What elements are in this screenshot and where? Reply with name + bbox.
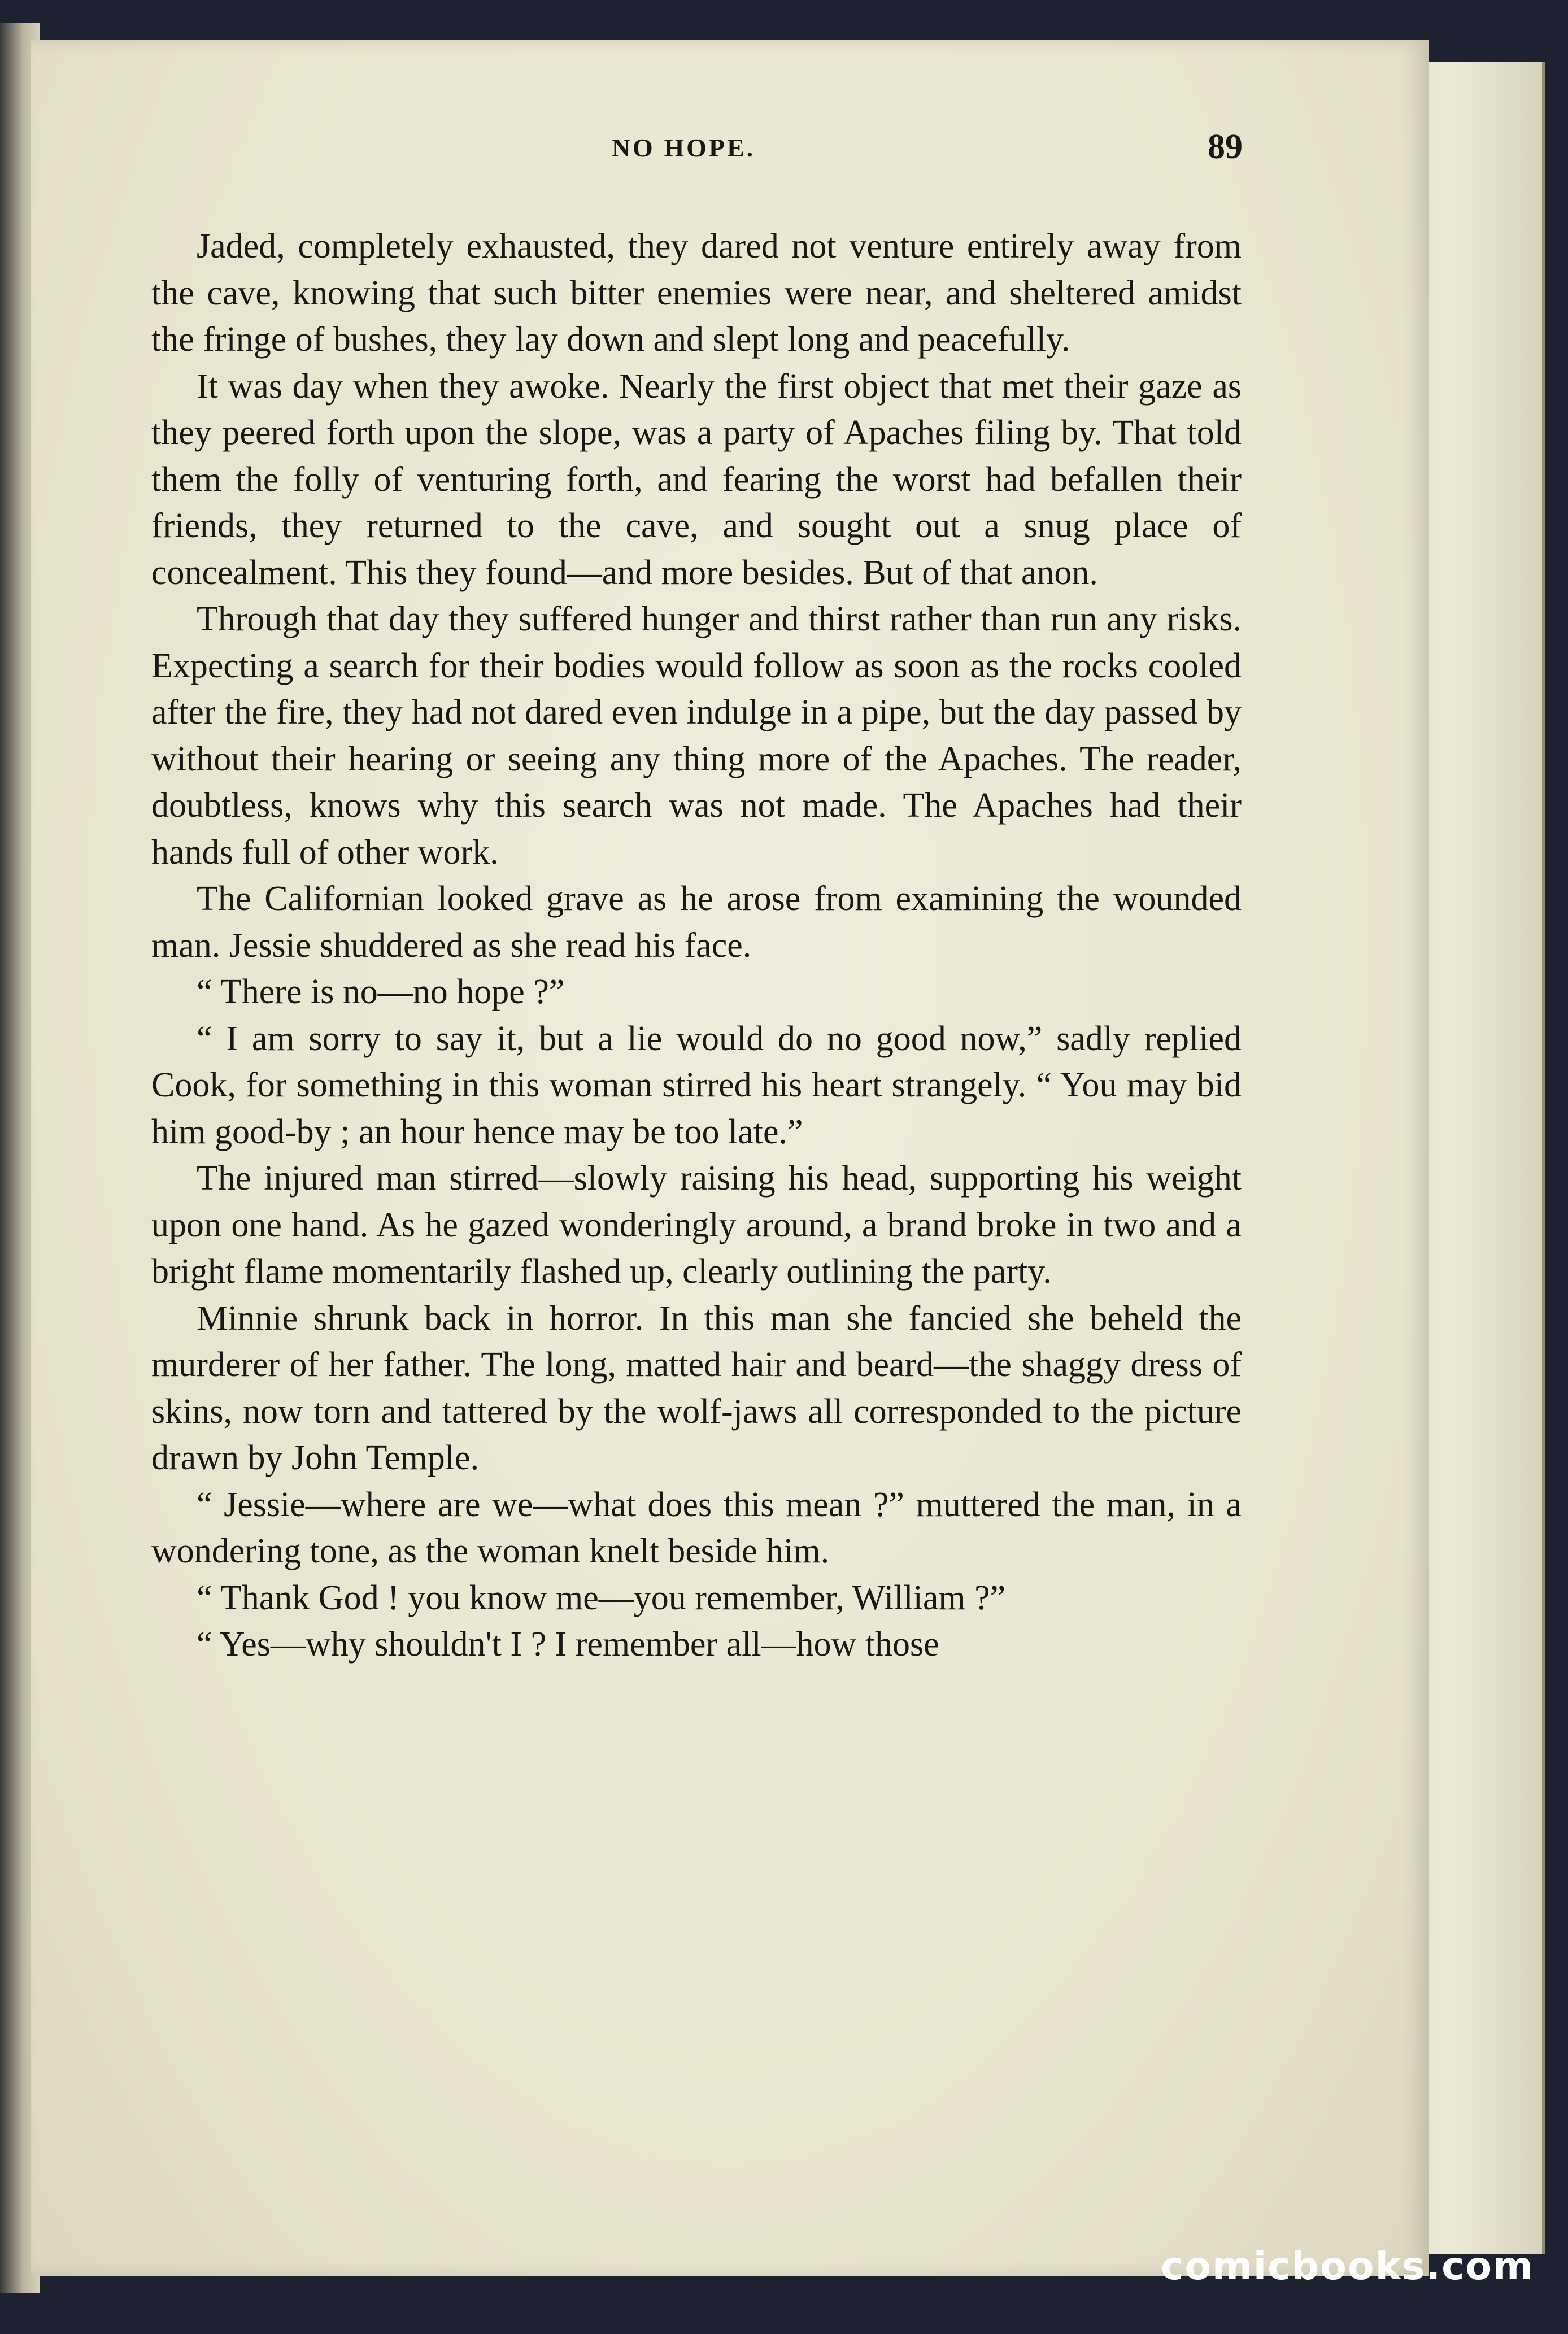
paragraph: Jaded, completely exhausted, they dared not venture entirely away from the cave, knowing that such bitter enemies were near, and sheltered amidst the fringe of bushes, they lay down and slept long and peacefully. (151, 227, 1242, 359)
running-head: NO HOPE. (611, 133, 756, 162)
paragraph: It was day when they awoke. Nearly the first object that met their gaze as they peered forth upon the slope, was a party of Apaches filing by. That told them the folly of venturing forth, and fearing the worst had befallen their friends, they returned to the cave, and sought out a snug place of concealment. This they found—and more besides. But of that anon. (151, 367, 1242, 592)
paragraph: “ There is no—no hope ?” (197, 973, 565, 1011)
watermark: comicbooks.com (1160, 2244, 1534, 2289)
page-header (124, 110, 1243, 172)
paragraph: “ Jessie—where are we—what does this mean ?” muttered the man, in a wondering tone, as the woman knelt beside him. (151, 1485, 1242, 1570)
page-number: 89 (1208, 128, 1243, 166)
paragraph: The injured man stirred—slowly raising his head, supporting his weight upon one hand. As he gazed wonderingly around, a brand broke in two and a bright flame momentarily flashed up, clearly outlining the party. (151, 1159, 1242, 1291)
paragraph: Through that day they suffered hunger and thirst rather than run any risks. Expecting a search for their bodies would follow as soon as the rocks cooled after the fire, they had not dared even indulge in a pipe, but the day passed by without their hearing or seeing any thing more of the Apaches. The reader, doubtless, knows why this search was not made. The Apaches had their hands full of other work. (151, 600, 1242, 872)
paragraph: “ I am sorry to say it, but a lie would do no good now,” sadly replied Cook, for something in this woman stirred his heart strangely. “ You may bid him good-by ; an hour hence may be too late.” (151, 1019, 1242, 1151)
body-text (151, 223, 1242, 1668)
paragraph: Minnie shrunk back in horror. In this man she fancied she beheld the murderer of her father. The long, matted hair and beard—the shaggy dress of skins, now torn and tattered by the wolf-jaws all corresponded to the picture drawn by John Temple. (151, 1299, 1242, 1477)
paragraph: “ Yes—why shouldn't I ? I remember all—how those (197, 1625, 939, 1664)
paragraph: The Californian looked grave as he arose from examining the wounded man. Jessie shuddered as she read his face. (151, 879, 1242, 965)
paragraph: “ Thank God ! you know me—you remember, William ?” (197, 1578, 1006, 1617)
